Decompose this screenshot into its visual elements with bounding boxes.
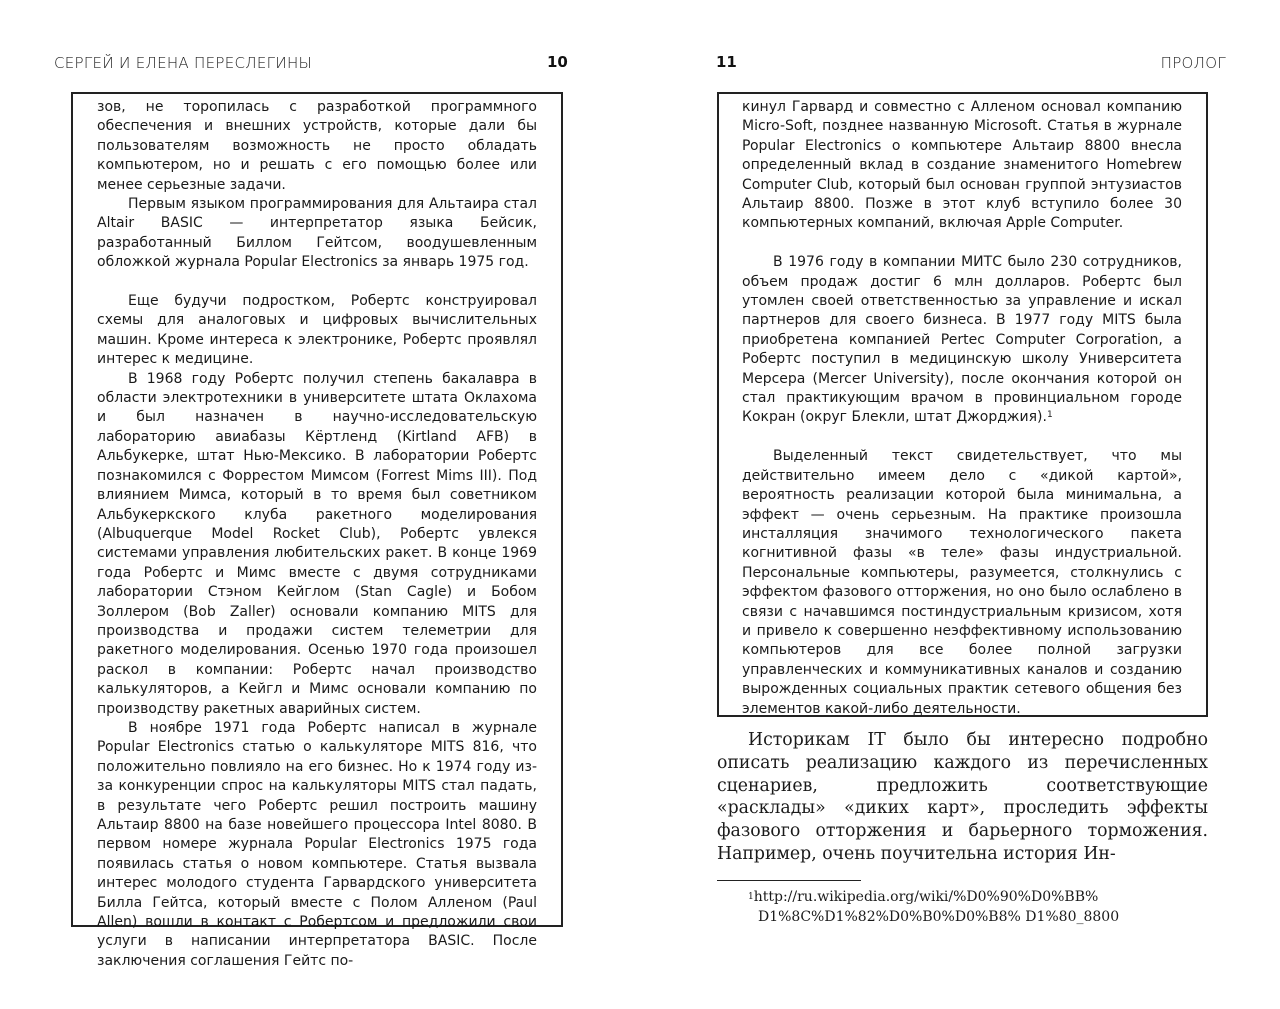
left-page-number: 10	[547, 53, 568, 71]
right-running-head: ПРОЛОГ	[1160, 54, 1226, 72]
footnote-number: 1	[748, 892, 754, 902]
paragraph: Первым языком программирования для Альтаира стал Altair BASIC — интерпретатор языка Бейсик, разработанный Биллом Гейтсом, воодушевленным обложкой журнала Popular Electronics за январь 1975 год.	[97, 196, 537, 271]
paragraph-text: В 1976 году в компании МИТС было 230 сотрудников, объем продаж достиг 6 млн долларов. Робертс был утомлен своей ответственностью за управление и искал партнеров для своего бизнеса. В 1977 году MITS была приобретена компанией Pertec Computer Corporation, а Робертс поступил в медицинскую школу Университета Мерсера (Mercer University), после окончания которой он стал практикующим врачом в провинциальном городе Кокран (округ Блекли, штат Джорджия).	[742, 254, 1182, 426]
paragraph: Еще будучи подростком, Робертс конструировал схемы для аналоговых и цифровых вычислительных машин. Кроме интереса к электронике, Робертс проявлял интерес к медицине.	[97, 293, 537, 368]
body-text	[717, 729, 1208, 866]
footnote-rule	[717, 880, 861, 881]
footnote-line	[748, 887, 1178, 907]
footnote-reference: 1	[1046, 410, 1053, 421]
paragraph	[742, 253, 1182, 428]
paragraph: В ноябре 1971 года Робертс написал в журнале Popular Electronics статью о калькуляторе MITS 816, что положительно повлияло на его бизнес. Но к 1974 году из-за конкуренции спрос на калькуляторы MITS стал падать, в результате чего Робертс решил построить машину Альтаир 8800 на базе новейшего процессора Intel 8080. В первом номере журнала Popular Electronics 1975 года появилась статья о новом компьютере. Статья вызвала интерес молодого студента Гарвардского университета Билла Гейтса, который вместе с Полом Алленом (Paul Allen) вошли в контакт с Робертсом и предложили свои услуги в написании интерпретатора BASIC. После заключения соглашения Гейтс по-	[97, 719, 537, 969]
paragraph: Выделенный текст свидетельствует, что мы действительно имеем дело с «дикой картой», вероятность реализации которой была минимальна, а эффект — очень серьезным. На практике произошла инсталляция значимого технологического пакета когнитивной фазы «в теле» фазы индустриальной. Персональные компьютеры, разумеется, столкнулись с эффектом фазового отторжения, но оно было ослаблено в связи с начавшимся постиндустриальным кризисом, хотя и привело к совершенно неэффективному использованию компьютеров для все более полной загрузки управленческих и коммуникативных каналов и созданию вырожденных социальных практик сетевого общения без элементов какой-либо деятельности.	[742, 448, 1182, 717]
left-box-text	[97, 98, 537, 971]
footnote-url-part-2[interactable]: D1%8C%D1%82%D0%B0%D0%B8% D1%80_8800	[758, 909, 1120, 925]
right-page-number: 11	[716, 53, 737, 71]
paragraph: Историкам IT было бы интересно подробно описать реализацию каждого из перечисленных сценариев, предложить соответствующие «расклады» «диких карт», проследить эффекты фазового отторжения и барьерного торможения. Например, очень поучительна история Ин-	[717, 730, 1208, 864]
footnote	[748, 887, 1178, 927]
paragraph: зов, не торопилась с разработкой программного обеспечения и внешних устройств, которые дали бы пользователям возможность не просто обладать компьютером, но и решать с его помощью более или менее серьезные задачи.	[97, 99, 537, 193]
footnote-url-part-1[interactable]: http://ru.wikipedia.org/wiki/%D0%90%D0%BB%	[753, 889, 1099, 905]
paragraph: кинул Гарвард и совместно с Алленом основал компанию Micro-Soft, позднее названную Microsoft. Статья в журнале Popular Electronics о компьютере Альтаир 8800 внесла определенный вклад в создание знаменитого Homebrew Computer Club, который был основан группой энтузиастов Альтаир 8800. Позже в этот клуб вступило более 30 компьютерных компаний, включая Apple Computer.	[742, 99, 1182, 232]
left-running-head: СЕРГЕЙ И ЕЛЕНА ПЕРЕСЛЕГИНЫ	[54, 54, 313, 72]
right-box-text	[742, 98, 1182, 719]
paragraph: В 1968 году Робертс получил степень бакалавра в области электротехники в университете штата Оклахома и был назначен в научно-исследовательскую лабораторию авиабазы Кёртленд (Kirtland AFB) в Альбукерке, штат Нью-Мексико. В лаборатории Робертс познакомился с Форрестом Мимсом (Forrest Mims III). Под влиянием Мимса, который в то время был советником Альбукеркского клуба ракетного моделирования (Albuquerque Model Rocket Club), Робертс увлекся системами управления любительских ракет. В конце 1969 года Робертс и Мимс вместе с двумя сотрудниками лаборатории Стэном Кейглом (Stan Cagle) и Бобом Золлером (Bob Zaller) основали компанию MITS для производства и продажи систем телеметрии для ракетного моделирования. Осенью 1970 года произошел раскол в компании: Робертс начал производство калькуляторов, а Кейгл и Мимс основали компанию по производству ракетных аварийных систем.	[97, 370, 537, 717]
